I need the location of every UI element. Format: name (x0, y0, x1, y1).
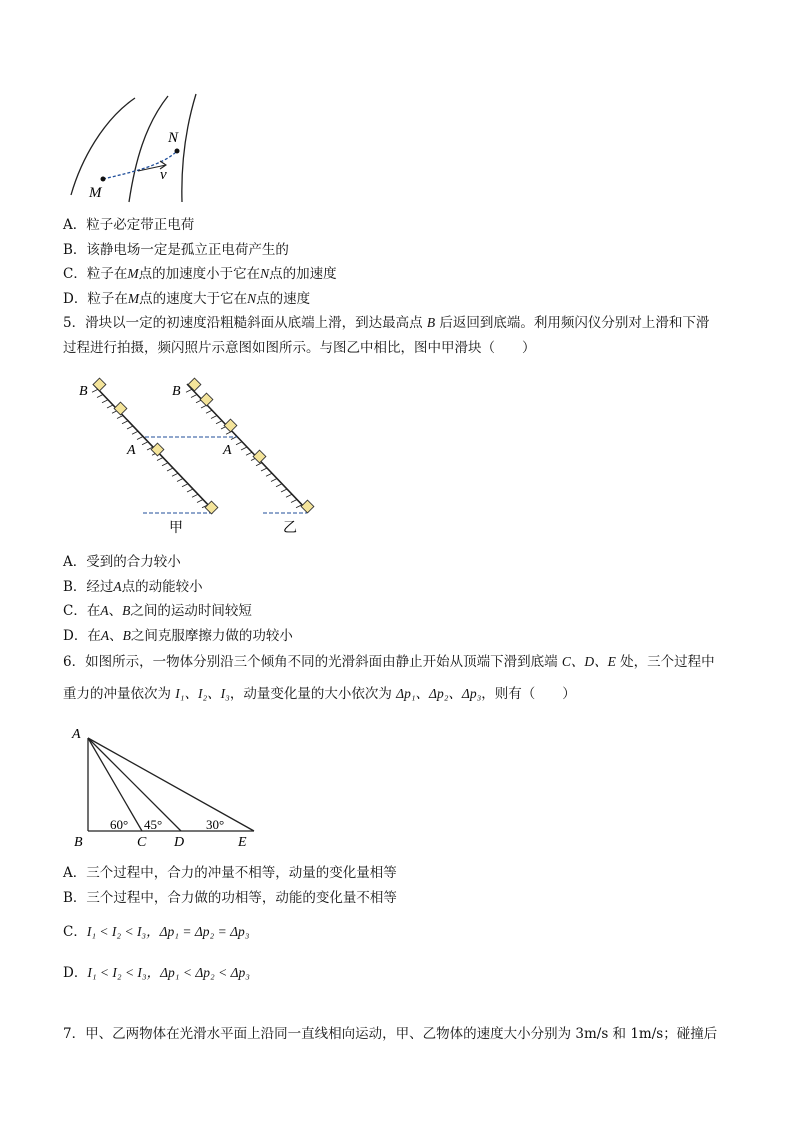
hatch-mark (162, 463, 168, 466)
label-m: M (89, 185, 102, 201)
hatch-mark (117, 416, 123, 419)
hatch-mark (107, 405, 113, 408)
hatch-mark (271, 479, 277, 482)
label-a-jia: A (127, 443, 136, 458)
label-a: A (72, 727, 81, 742)
q6-stem-line2: 重力的冲量依次为 I₁、I₂、I₃，动量变化量的大小依次为 Δp₁、Δp₂、Δp₃，则有（ ） (63, 686, 576, 702)
block (188, 378, 201, 391)
point-m (101, 177, 106, 182)
label-a-yi: A (223, 443, 232, 458)
block (253, 450, 266, 463)
incline-strobe-figure (75, 374, 325, 536)
q6-stem-line1: 6．如图所示，一物体分别沿三个倾角不同的光滑斜面由静止开始从顶端下滑到底端 C、D、E 处，三个过程中 (63, 654, 715, 670)
blocks-yi (188, 378, 314, 513)
hatch-mark (197, 500, 203, 503)
q4-option-b: B．该静电场一定是孤立正电荷产生的 (63, 242, 289, 258)
block (93, 378, 106, 391)
label-b-yi: B (172, 384, 181, 399)
hatch-mark (97, 395, 103, 398)
block (114, 402, 127, 415)
hatch-mark (246, 452, 252, 455)
hatch-mark (206, 410, 212, 413)
q5-stem-line2: 过程进行拍摄，频闪照片示意图如图所示。与图乙中相比，图中甲滑块（ ） (63, 340, 536, 356)
q5-option-b: B．经过A点的动能较小 (63, 579, 203, 595)
label-yi: 乙 (283, 521, 297, 536)
hatch-mark (216, 421, 222, 424)
block (200, 393, 213, 406)
label-b: B (74, 835, 83, 850)
hatch-mark (177, 479, 183, 482)
q5-option-c: C．在A、B之间的运动时间较短 (63, 603, 252, 619)
hatch-mark (236, 442, 242, 445)
hatch-mark (157, 458, 163, 461)
label-c: C (137, 835, 147, 850)
hatch-mark (142, 442, 148, 445)
field-line-figure (63, 90, 213, 205)
triangle-incline-figure (68, 722, 268, 850)
hatch-mark (211, 416, 217, 419)
hatch-mark (167, 468, 173, 471)
q7-stem-line1: 7．甲、乙两物体在光滑水平面上沿同一直线相向运动，甲、乙物体的速度大小分别为 3m/s 和 1m/s；碰撞后 (63, 1026, 718, 1042)
q6-option-b: B．三个过程中，合力做的功相等，动能的变化量不相等 (63, 890, 397, 906)
blocks-jia (93, 378, 218, 514)
hatch-mark (122, 421, 128, 424)
angle-60: 60° (110, 817, 129, 832)
hatch-mark (281, 489, 287, 492)
q6-option-c: C．I₁ < I₂ < I₃，Δp₁ = Δp₂ = Δp₃ (63, 924, 250, 940)
hatch-mark (241, 447, 247, 450)
hatch-mark (127, 426, 133, 429)
label-b-jia: B (79, 384, 88, 399)
q4-option-d: D．粒子在M点的速度大于它在N点的速度 (63, 291, 311, 307)
hatch-mark (291, 500, 297, 503)
field-line-2 (129, 96, 168, 202)
q5-option-d: D．在A、B之间克服摩擦力做的功较小 (63, 628, 293, 644)
hatch-mark (192, 494, 198, 497)
block (301, 500, 314, 513)
q4-option-a: A．粒子必定带正电荷 (63, 217, 195, 233)
hatch-mark (286, 494, 292, 497)
block (151, 443, 164, 456)
hatch-yi (186, 389, 302, 508)
label-jia: 甲 (169, 521, 183, 536)
label-v: v (160, 167, 167, 183)
hatch-mark (92, 389, 98, 392)
hatch-mark (182, 484, 188, 487)
label-n: N (168, 130, 179, 146)
hatch-mark (276, 484, 282, 487)
angle-45: 45° (144, 817, 163, 832)
hatch-mark (256, 463, 262, 466)
point-n (175, 149, 180, 154)
hatch-mark (266, 473, 272, 476)
angle-30: 30° (206, 817, 225, 832)
hatch-mark (261, 468, 267, 471)
q4-option-c: C．粒子在M点的加速度小于它在N点的加速度 (63, 266, 337, 282)
hatch-mark (102, 400, 108, 403)
hatch-mark (132, 431, 138, 434)
label-d: D (174, 835, 185, 850)
hatch-jia (92, 389, 208, 508)
hatch-mark (137, 437, 143, 440)
q5-stem-line1: 5．滑块以一定的初速度沿粗糙斜面从底端上滑，到达最高点 B 后返回到底端。利用频闪仪分别对上滑和下滑 (63, 315, 710, 331)
hatch-mark (187, 489, 193, 492)
q5-option-a: A．受到的合力较小 (63, 554, 181, 570)
hatch-mark (172, 473, 178, 476)
hatch-mark (191, 395, 197, 398)
q6-option-a: A．三个过程中，合力的冲量不相等，动量的变化量相等 (63, 865, 397, 881)
hatch-mark (186, 389, 192, 392)
field-line-3 (182, 94, 196, 202)
label-e: E (238, 835, 247, 850)
q6-option-d: D．I₁ < I₂ < I₃，Δp₁ < Δp₂ < Δp₃ (63, 965, 250, 981)
block (224, 419, 237, 432)
